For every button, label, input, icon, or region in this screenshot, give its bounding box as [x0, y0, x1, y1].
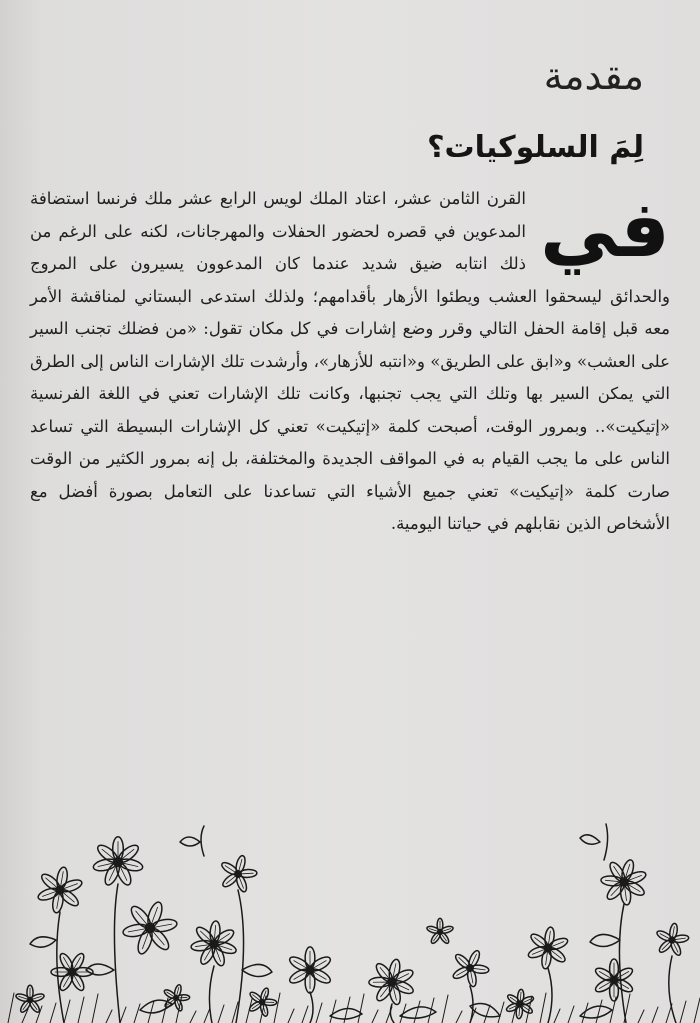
- petal-vein: [155, 924, 172, 927]
- flower-center: [234, 870, 242, 878]
- flower-6: [44, 944, 100, 1001]
- petal-vein: [442, 929, 450, 932]
- stem-2: [236, 890, 244, 1023]
- flower-layer: [8, 824, 700, 1023]
- flower-center: [114, 858, 123, 867]
- petal-vein: [57, 894, 59, 908]
- stem-10: [669, 956, 676, 1023]
- drop-cap: في: [540, 185, 670, 275]
- petal-vein: [429, 929, 437, 932]
- petal-vein: [546, 952, 548, 965]
- stem-8: [209, 966, 214, 1023]
- petal-vein: [242, 873, 254, 874]
- flower-4: [215, 851, 262, 896]
- petal-vein: [605, 880, 619, 881]
- petal-vein: [471, 972, 473, 983]
- stem-1: [114, 884, 120, 1023]
- petal-vein: [64, 884, 77, 889]
- flower-11: [594, 853, 653, 911]
- flower-2: [92, 837, 143, 887]
- flower-center: [173, 995, 179, 1001]
- petal-vein: [33, 996, 42, 999]
- petal-vein: [520, 992, 521, 1001]
- flower-center: [55, 885, 64, 894]
- leaf-10: [180, 837, 200, 846]
- petal-vein: [239, 877, 243, 888]
- paragraph-text: القرن الثامن عشر، اعتاد الملك لويس الرابع عشر ملك فرنسا استضافة المدعوين في قصره لحضور الحفلات والمهرجانات، لكنه على الرغم من ذلك انتابه ضيق شديد عندما كان المدعوون يسيرون على المروج والحدائق ليسحقوا العشب ويطئوا الأزهار بأقدامهم؛ ولذلك استدعى البستاني لمناقشة الأمر معه قبل إقامة الحفل التالي وقرر وضع إشارات في كل مكان تقول: «من فضلك تجنب السير على العشب» و«ابق على الطريق» و«انتبه للأزهار»، وأرشدت تلك الإشارات الناس إلى الطرق التي يمكن السير بها وتلك التي يجب تجنبها، وكانت تلك الإشارات تعني في اللغة الفرنسية «إتيكيت».. وبمرور الوقت، أصبحت كلمة «إتيكيت» تعني كل الإشارات البسيطة التي تساعد الناس على ما يجب القيام به في المواقف الجديدة والمختلفة، بل إنه بمرور الكثير من الوقت صارت كلمة «إتيكيت» تعني جميع الأشياء التي تساعدنا على التعامل بصورة أفضل مع الأشخاص الذين نقابلهم في حياتنا اليومية.: [30, 189, 670, 533]
- leaf-7: [470, 1004, 500, 1017]
- body-paragraph: [30, 183, 670, 541]
- flower-center: [544, 944, 552, 952]
- flower-3: [116, 893, 184, 962]
- leaf-3: [30, 937, 56, 947]
- flower-center: [610, 976, 617, 983]
- petal-vein: [474, 968, 486, 969]
- petal-vein: [19, 996, 28, 999]
- flower-7: [288, 947, 333, 993]
- stem-7: [310, 992, 313, 1023]
- stem-11: [604, 824, 608, 860]
- petal-vein: [549, 931, 551, 944]
- leaf-4: [590, 934, 620, 946]
- petal-vein: [42, 892, 55, 897]
- petal-vein: [673, 927, 675, 937]
- section-label: مقدمة: [543, 54, 644, 98]
- flower-center: [306, 966, 314, 974]
- petal-vein: [142, 933, 148, 949]
- flower-center: [517, 1001, 522, 1006]
- petal-vein: [152, 907, 158, 923]
- flower-center: [438, 930, 443, 935]
- stem-4: [619, 904, 626, 1023]
- petal-vein: [214, 925, 215, 939]
- leaf-2: [242, 964, 272, 976]
- flower-garden-illustration: [0, 820, 700, 1023]
- flower-10: [525, 924, 571, 971]
- flower-18: [426, 918, 454, 944]
- flower-center: [210, 940, 219, 949]
- section-title: لِمَ السلوكيات؟: [427, 130, 644, 165]
- flower-5: [188, 919, 239, 969]
- petal-vein: [519, 1007, 520, 1016]
- flower-16: [505, 988, 536, 1020]
- petal-vein: [61, 872, 63, 886]
- flower-center: [27, 997, 32, 1002]
- stem-5: [548, 968, 552, 1023]
- petal-vein: [239, 859, 242, 870]
- flower-1: [34, 863, 86, 916]
- flower-center: [669, 937, 676, 944]
- stem-12: [201, 826, 204, 856]
- flower-center: [387, 977, 396, 986]
- flower-9: [445, 943, 495, 992]
- petal-vein: [177, 987, 179, 995]
- petal-vein: [675, 938, 685, 939]
- flower-8: [364, 954, 420, 1009]
- flower-12: [594, 959, 635, 1001]
- petal-vein: [128, 929, 145, 932]
- grass-strokes: [8, 993, 700, 1023]
- leaf-9: [580, 835, 600, 844]
- flower-13: [652, 920, 691, 958]
